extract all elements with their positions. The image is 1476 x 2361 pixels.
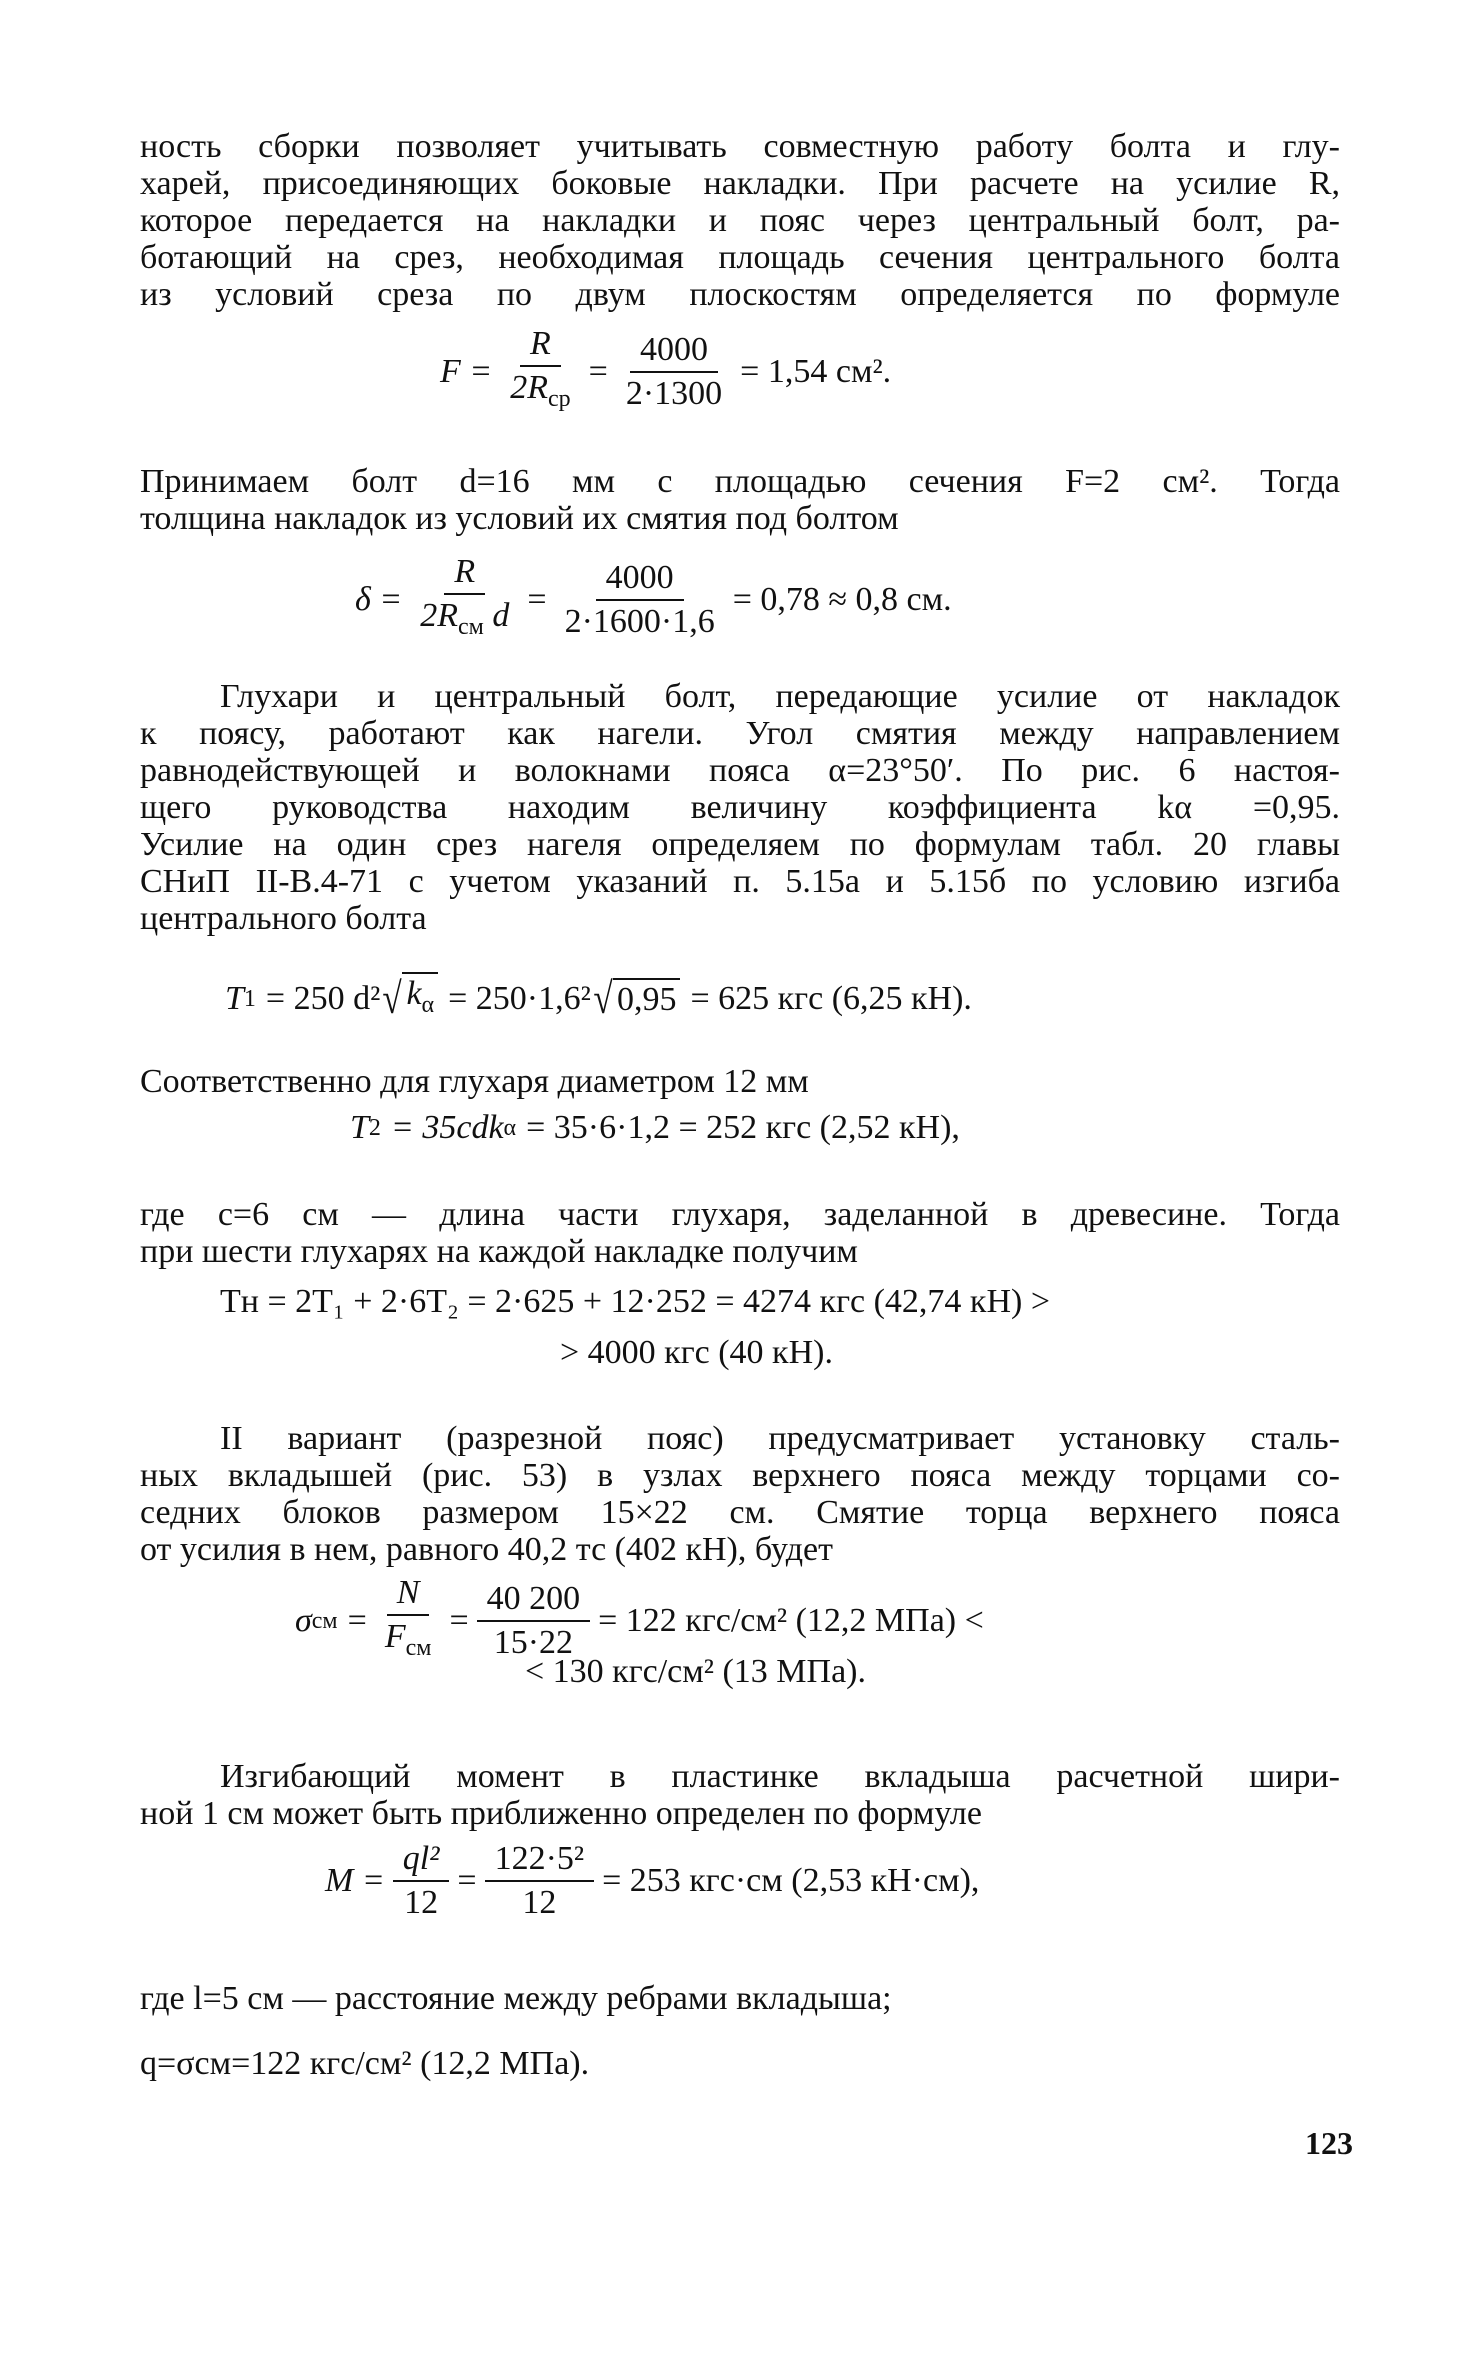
text-line: СНиП II-В.4-71 с учетом указаний п. 5.15а и 5.15б по условию изгиба — [140, 863, 1340, 900]
formula-bolt-area: F = $\frac{R}{2R_{ср}}$ = $\frac{4000}{2\cdot 1300}$ = 1,54 см². — [440, 325, 891, 418]
subscript: см — [311, 1607, 338, 1634]
numerator: R — [520, 325, 561, 367]
subscript: 1 — [243, 985, 256, 1012]
formula-tn-continued — [560, 1333, 833, 1373]
formula-lhs: δ = — [355, 580, 403, 618]
formula-result: = 1,54 см². — [740, 352, 892, 390]
text-line: которое передается на накладки и пояс через центральный болт, ра- — [140, 202, 1340, 239]
numerator: ql² — [393, 1840, 450, 1882]
text-line: от усилия в нем, равного 40,2 тс (402 кН), будет — [140, 1531, 833, 1568]
text-line: где c=6 см — длина части глухаря, заделанной в древесине. Тогда — [140, 1196, 1340, 1233]
formula-t1 — [225, 972, 972, 1025]
denominator: 2·1600·1,6 — [564, 602, 715, 640]
fraction — [500, 325, 580, 418]
text-line: где l=5 см — расстояние между ребрами вкладыша; — [140, 1980, 892, 2017]
formula-line: > 4000 кгс (40 кН). — [560, 1334, 833, 1371]
text-line: ность сборки позволяет учитывать совместную работу болта и глу- — [140, 128, 1340, 165]
paragraph-6 — [140, 1420, 1340, 1568]
radical-sign: √ — [593, 973, 613, 1023]
text-line: Глухари и центральный болт, передающие усилие от накладок — [220, 678, 1340, 715]
text-line: из условий среза по двум плоскостям определяется по формуле — [140, 276, 1340, 313]
text-line: толщина накладок из условий их смятия под болтом — [140, 500, 899, 537]
radicand: $k_\alpha$ — [402, 972, 438, 1025]
numerator: N — [387, 1574, 430, 1616]
paragraph-9 — [140, 2045, 1340, 2082]
denominator: $2R_{см}$ d — [420, 597, 510, 640]
fraction — [616, 331, 732, 413]
formula-part: = 250 d² — [265, 979, 381, 1017]
paragraph-4 — [140, 1063, 1340, 1100]
text-line: II вариант (разрезной пояс) предусматривает установку сталь- — [220, 1420, 1340, 1457]
formula-lhs: T — [225, 979, 244, 1017]
text-line: Изгибающий момент в пластинке вкладыша расчетной шири- — [220, 1758, 1340, 1795]
text-line: ной 1 см может быть приближенно определен по формуле — [140, 1795, 982, 1832]
text-line: к поясу, работают как нагели. Угол смятия между направлением — [140, 715, 1340, 752]
denominator: $2R_{ср}$ — [510, 369, 571, 412]
radicand: 0,95 — [613, 978, 681, 1020]
formula-line: Tн = 2T₁ + 2·6T₂ = 2·625 + 12·252 = 4274 кгс (42,74 кН) > — [220, 1283, 1050, 1320]
paragraph-7 — [140, 1758, 1340, 1832]
text-line: Соответственно для глухаря диаметром 12 мм — [140, 1063, 809, 1100]
formula-part: = 35cdk — [390, 1109, 504, 1146]
paragraph-1 — [140, 128, 1340, 313]
text-line: седних блоков размером 15×22 см. Смятие торца верхнего пояса — [140, 1494, 1340, 1531]
formula-line: < 130 кгс/см² (13 МПа). — [525, 1653, 866, 1690]
fraction — [375, 1574, 442, 1667]
text-line: ных вкладышей (рис. 53) в узлах верхнего пояса между торцами со- — [140, 1457, 1340, 1494]
denominator: $F_{см}$ — [384, 1618, 432, 1661]
formula-lhs: T — [350, 1109, 369, 1146]
formula-result: = 122 кгс/см² (12,2 МПа) < — [598, 1601, 984, 1639]
paragraph-5 — [140, 1196, 1340, 1270]
paragraph-2 — [140, 463, 1340, 537]
formula-part: = 250·1,6² — [448, 979, 591, 1017]
formula-result: = 625 кгс (6,25 кН). — [690, 979, 972, 1017]
text-line: ботающий на срез, необходимая площадь сечения центрального болта — [140, 239, 1340, 276]
formula-tn — [220, 1282, 1050, 1322]
numerator: 122·5² — [485, 1840, 595, 1882]
formula-sigma-continued — [525, 1652, 866, 1692]
text-line: равнодействующей и волокнами пояса α=23°50′. По рис. 6 настоя- — [140, 752, 1340, 789]
numerator: R — [444, 553, 485, 595]
numerator: 40 200 — [477, 1580, 591, 1622]
paragraph-3 — [140, 678, 1340, 937]
page-number: 123 — [1305, 2125, 1353, 2161]
fraction — [410, 553, 519, 646]
formula-lhs: σ — [295, 1601, 312, 1639]
formula-moment: M = $\frac{\text{ql²}}{12}$ = $\frac{\text{122·5²}}{12}$ = 253 кгс·см (2,53 кН·см), — [325, 1840, 980, 1921]
formula-result: = 0,78 ≈ 0,8 см. — [732, 580, 952, 618]
text-line: центрального болта — [140, 900, 427, 937]
denominator: 12 — [404, 1884, 439, 1921]
numerator: 4000 — [596, 559, 684, 601]
formula-result: = 253 кгс·см (2,53 кН·см), — [602, 1862, 980, 1899]
text-line: q=σсм=122 кгс/см² (12,2 МПа). — [140, 2045, 590, 2082]
formula-sigma: σ см = $\frac{N}{F_{см}}$ = $\frac{40 200}{15\cdot 22}$ = 122 кгс/см² (12,2 МПа) < — [295, 1574, 984, 1667]
denominator: 15·22 — [493, 1623, 574, 1661]
formula-t2 — [350, 1108, 960, 1148]
fraction — [393, 1840, 450, 1922]
radical-sign: √ — [382, 973, 403, 1023]
formula-lhs: M = — [325, 1862, 385, 1899]
denominator: 2·1300 — [625, 374, 723, 412]
fraction — [485, 1840, 595, 1922]
formula-lhs: F = — [440, 352, 493, 390]
formula-plate-thickness: δ = $\frac{R}{2R_{см} d}$ = $\frac{4000}{2\cdot 1600\cdot 1,6}$ = 0,78 ≈ 0,8 см. — [355, 553, 952, 646]
text-line: щего руководства находим величину коэффициента kα =0,95. — [140, 789, 1340, 826]
numerator: 4000 — [630, 331, 718, 373]
subscript: 2 — [368, 1115, 381, 1141]
paragraph-8 — [140, 1980, 1340, 2017]
text-line: при шести глухарях на каждой накладке получим — [140, 1233, 858, 1270]
fraction — [555, 559, 725, 641]
text-line: Принимаем болт d=16 мм с площадью сечения F=2 см². Тогда — [140, 463, 1340, 500]
fraction — [477, 1580, 591, 1662]
text-line: харей, присоединяющих боковые накладки. При расчете на усилие R, — [140, 165, 1340, 202]
text-line: Усилие на один срез нагеля определяем по формулам табл. 20 главы — [140, 826, 1340, 863]
denominator: 12 — [522, 1884, 557, 1921]
formula-result: = 35·6·1,2 = 252 кгс (2,52 кН), — [526, 1109, 960, 1146]
subscript: α — [503, 1115, 517, 1141]
